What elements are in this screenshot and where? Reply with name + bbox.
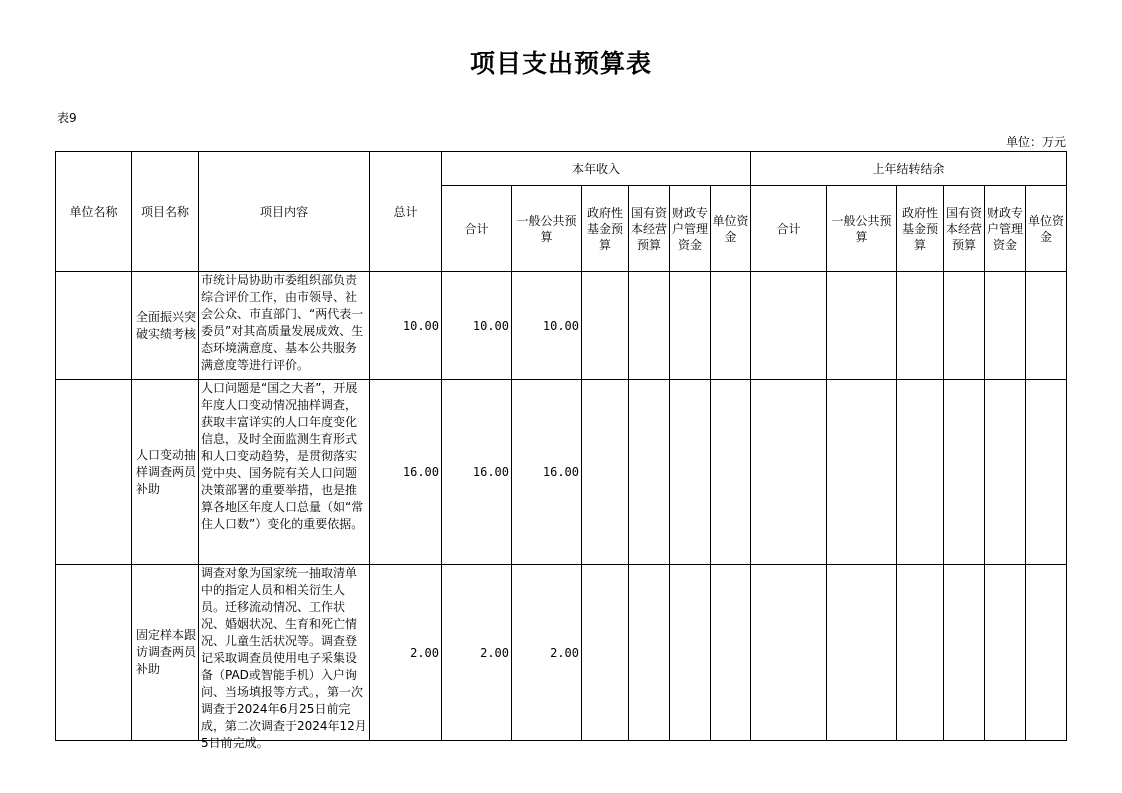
header-project-content: 项目内容 (199, 152, 370, 272)
cell-carry-unit-fund (1026, 272, 1067, 380)
cell-income-general: 16.00 (512, 380, 582, 565)
cell-carry-state-capital (944, 565, 985, 741)
cell-income-unit-fund (711, 565, 751, 741)
cell-income-subtotal: 16.00 (442, 380, 512, 565)
cell-total: 2.00 (370, 565, 442, 741)
header-income-fiscal-special: 财政专户管理资金 (670, 186, 711, 272)
table-row (56, 272, 1067, 380)
header-income-gov-fund: 政府性基金预算 (582, 186, 629, 272)
cell-carry-fiscal-special (985, 380, 1026, 565)
cell-income-state-capital (629, 380, 670, 565)
cell-carry-general (827, 380, 897, 565)
cell-project: 固定样本跟访调查两员补助 (132, 565, 199, 741)
cell-carry-fiscal-special (985, 272, 1026, 380)
header-carry-fiscal-special: 财政专户管理资金 (985, 186, 1026, 272)
header-current-year-income: 本年收入 (442, 152, 751, 186)
cell-project: 全面振兴突破实绩考核 (132, 272, 199, 380)
cell-income-state-capital (629, 565, 670, 741)
header-income-unit-fund: 单位资金 (711, 186, 751, 272)
cell-carry-subtotal (751, 380, 827, 565)
cell-carry-gov-fund (897, 272, 944, 380)
cell-carry-general (827, 565, 897, 741)
cell-carry-subtotal (751, 565, 827, 741)
cell-income-subtotal: 2.00 (442, 565, 512, 741)
cell-income-gov-fund (582, 272, 629, 380)
cell-carry-general (827, 272, 897, 380)
page-title: 项目支出预算表 (469, 49, 652, 78)
cell-income-fiscal-special (670, 565, 711, 741)
cell-unit (56, 380, 132, 565)
cell-total: 16.00 (370, 380, 442, 565)
cell-project: 人口变动抽样调查两员补助 (132, 380, 199, 565)
header-last-year-carryover: 上年结转结余 (751, 152, 1067, 186)
header-project-name: 项目名称 (132, 152, 199, 272)
cell-unit (56, 272, 132, 380)
budget-table (55, 151, 1067, 750)
cell-carry-subtotal (751, 272, 827, 380)
cell-carry-fiscal-special (985, 565, 1026, 741)
cell-income-fiscal-special (670, 380, 711, 565)
cell-income-gov-fund (582, 565, 629, 741)
cell-content: 市统计局协助市委组织部负责综合评价工作，由市领导、社会公众、市直部门、“两代表一委员”对其高质量发展成效、生态环境满意度、基本公共服务满意度等进行评价。 (199, 272, 370, 380)
cell-carry-gov-fund (897, 380, 944, 565)
cell-carry-gov-fund (897, 565, 944, 741)
cell-income-unit-fund (711, 272, 751, 380)
header-carry-gov-fund: 政府性基金预算 (897, 186, 944, 272)
table-number: 表9 (57, 111, 77, 125)
header-carry-state-capital: 国有资本经营预算 (944, 186, 985, 272)
cell-income-subtotal: 10.00 (442, 272, 512, 380)
cell-content: 调查对象为国家统一抽取清单中的指定人员和相关衍生人员。迁移流动情况、工作状况、婚姻状况、生育和死亡情况、儿童生活状况等。调查登记采取调查员使用电子采集设备（PAD或智能手机）入户询问、当场填报等方式。，第一次调查于2024年6月25日前完成，第二次调查于2024年12月5日前完成。 (199, 565, 370, 741)
header-income-state-capital: 国有资本经营预算 (629, 186, 670, 272)
cell-unit (56, 565, 132, 741)
cell-income-state-capital (629, 272, 670, 380)
cell-income-fiscal-special (670, 272, 711, 380)
cell-income-general: 10.00 (512, 272, 582, 380)
header-total: 总计 (370, 152, 442, 272)
header-income-general-budget: 一般公共预算 (512, 186, 582, 272)
cell-carry-state-capital (944, 272, 985, 380)
cell-total: 10.00 (370, 272, 442, 380)
cell-content: 人口问题是“国之大者”，开展年度人口变动情况抽样调查，获取丰富详实的人口年度变化信息，及时全面监测生育形式和人口变动趋势，是贯彻落实党中央、国务院有关人口问题决策部署的重要举措，也是推算各地区年度人口总量（如“常住人口数”）变化的重要依据。 (199, 380, 370, 565)
unit-label: 单位：万元 (1005, 135, 1066, 149)
cell-carry-unit-fund (1026, 565, 1067, 741)
header-carry-general-budget: 一般公共预算 (827, 186, 897, 272)
cell-income-unit-fund (711, 380, 751, 565)
table-row (56, 565, 1067, 741)
header-carry-subtotal: 合计 (751, 186, 827, 272)
header-carry-unit-fund: 单位资金 (1026, 186, 1067, 272)
cell-carry-unit-fund (1026, 380, 1067, 565)
header-unit-name: 单位名称 (56, 152, 132, 272)
cell-income-gov-fund (582, 380, 629, 565)
header-income-subtotal: 合计 (442, 186, 512, 272)
cell-income-general: 2.00 (512, 565, 582, 741)
table-row (56, 380, 1067, 565)
cell-carry-state-capital (944, 380, 985, 565)
